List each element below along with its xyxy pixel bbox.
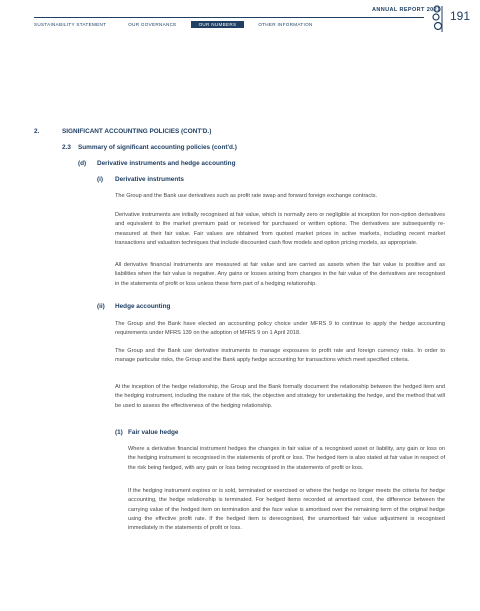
item-i-number: (i) bbox=[97, 176, 104, 183]
paragraph: Derivative instruments are initially recognised at fair value, which is normally zero or negligible at inception for non-option derivatives and equivalent to the market premium paid or received for purchased or written options. The derivatives are subsequently re-measured at their fair value. Fair values are obtained from quoted market prices in active markets, including recent market transactions and valuation techniques that include discounted cash flow models and option pricing models, as appropriate. bbox=[115, 212, 445, 246]
logo-icon bbox=[430, 4, 446, 34]
header-rule bbox=[34, 17, 424, 18]
subsection-number: 2.3 bbox=[62, 144, 71, 151]
nav-tab-sustainability[interactable]: SUSTAINABILITY STATEMENT bbox=[34, 22, 107, 27]
page-number: 191 bbox=[450, 9, 471, 23]
item-d-number: (d) bbox=[78, 160, 87, 167]
nav-tab-our-numbers[interactable]: OUR NUMBERS bbox=[191, 21, 245, 28]
paragraph: At the inception of the hedge relationship, the Group and the Bank formally document the relationship between the hedged item and the hedging instrument, including the nature of the risk, the objective and strategy for undertaking the hedge, and the method that will be used to assess the effectiveness of the hedging relationship. bbox=[115, 384, 445, 409]
item-1-number: (1) bbox=[115, 429, 123, 436]
paragraph: The Group and the Bank use derivative instruments to manage exposures to profit rate and foreign currency risks. In order to manage particular risks, the Group and the Bank apply hedge accounting for transactions which meet specified criteria. bbox=[115, 348, 445, 364]
paragraph: The Group and the Bank use derivatives such as profit rate swap and forward foreign exchange contracts. bbox=[115, 193, 378, 199]
section-nav bbox=[34, 21, 327, 28]
report-label: ANNUAL REPORT 2021 bbox=[372, 7, 441, 13]
item-1-title: Fair value hedge bbox=[128, 429, 179, 436]
item-ii-title: Hedge accounting bbox=[115, 303, 171, 310]
paragraph: All derivative financial instruments are measured at fair value and are carried as assets when the fair value is positive and as liabilities when the fair value is negative. Any gains or losses arising from changes in the fair value of the derivatives are recognised in the statements of profit or loss unless these form part of a hedging relationship. bbox=[115, 262, 445, 287]
section-title: SIGNIFICANT ACCOUNTING POLICIES (CONT'D.) bbox=[62, 128, 212, 135]
nav-tab-other-info[interactable]: OTHER INFORMATION bbox=[258, 22, 313, 27]
paragraph: If the hedging instrument expires or is sold, terminated or exercised or where the hedge no longer meets the criteria for hedge accounting, the hedge relationship is terminated. For hedged items recorded at amortised cost, the difference between the carrying value of the hedged item on termination and the face value is amortised over the remaining term of the original hedge using the effective profit rate. If the hedged item is derecognised, the unamortised fair value adjustment is recognised immediately in the statements of profit or loss. bbox=[128, 488, 445, 532]
subsection-title: Summary of significant accounting policies (cont'd.) bbox=[78, 144, 237, 151]
item-d-title: Derivative instruments and hedge accounting bbox=[97, 160, 236, 167]
section-number: 2. bbox=[34, 128, 40, 135]
paragraph: The Group and the Bank have elected an accounting policy choice under MFRS 9 to continue to apply the hedge accounting requirements under MFRS 139 on the adoption of MFRS 9 on 1 April 2018. bbox=[115, 321, 445, 337]
paragraph: Where a derivative financial instrument hedges the changes in fair value of a recognised asset or liability, any gain or loss on the hedging instrument is recognised in the statements of profit or loss. The hedged item is also stated at fair value in respect of the risk being hedged, with any gain or loss being recognised in the statements of profit or loss. bbox=[128, 446, 445, 471]
item-ii-number: (ii) bbox=[97, 303, 105, 310]
item-i-title: Derivative instruments bbox=[115, 176, 184, 183]
nav-tab-governance[interactable]: OUR GOVERNANCE bbox=[128, 22, 177, 27]
